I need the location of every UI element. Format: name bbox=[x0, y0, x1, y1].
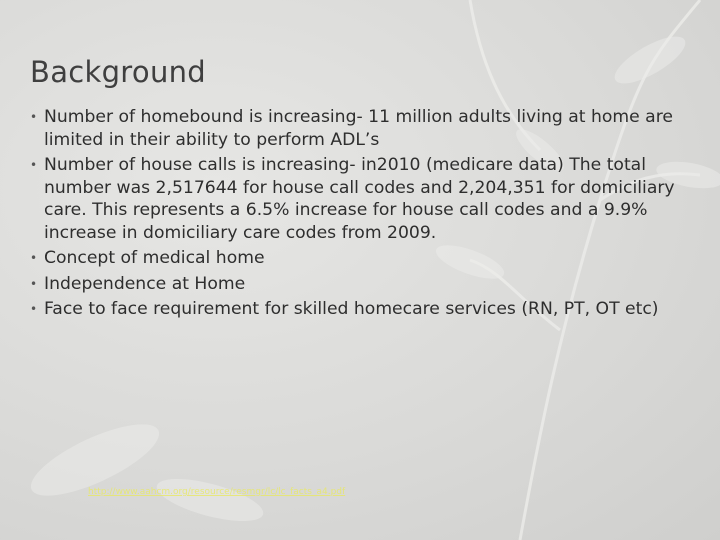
bullet-text: Number of homebound is increasing- 11 million adults living at home are limited in their ability to perform ADL’s bbox=[44, 107, 673, 150]
list-item bbox=[30, 106, 698, 151]
source-link[interactable]: http://www.aahcm.org/resource/resmgr/lc/lc_facts_a4.pdf bbox=[88, 487, 346, 497]
bullet-list bbox=[30, 106, 698, 324]
list-item bbox=[30, 298, 698, 321]
bullet-icon: • bbox=[30, 302, 38, 316]
bullet-icon: • bbox=[30, 110, 38, 124]
slide-title: Background bbox=[30, 55, 207, 89]
bullet-icon: • bbox=[30, 251, 38, 265]
bullet-icon: • bbox=[30, 158, 38, 172]
list-item bbox=[30, 154, 698, 244]
list-item bbox=[30, 273, 698, 296]
bullet-text: Number of house calls is increasing- in2010 (medicare data) The total number was 2,517644 for house call codes and 2,204,351 for domiciliary care. This represents a 6.5% increase for house call codes and a 9.9% increase in domiciliary care codes from 2009. bbox=[44, 155, 675, 243]
bullet-icon: • bbox=[30, 276, 38, 291]
bullet-text: Concept of medical home bbox=[44, 248, 265, 268]
bullet-text: Independence at Home bbox=[44, 273, 246, 294]
bullet-text: Face to face requirement for skilled homecare services (RN, PT, OT etc) bbox=[44, 299, 659, 319]
list-item bbox=[30, 247, 698, 270]
